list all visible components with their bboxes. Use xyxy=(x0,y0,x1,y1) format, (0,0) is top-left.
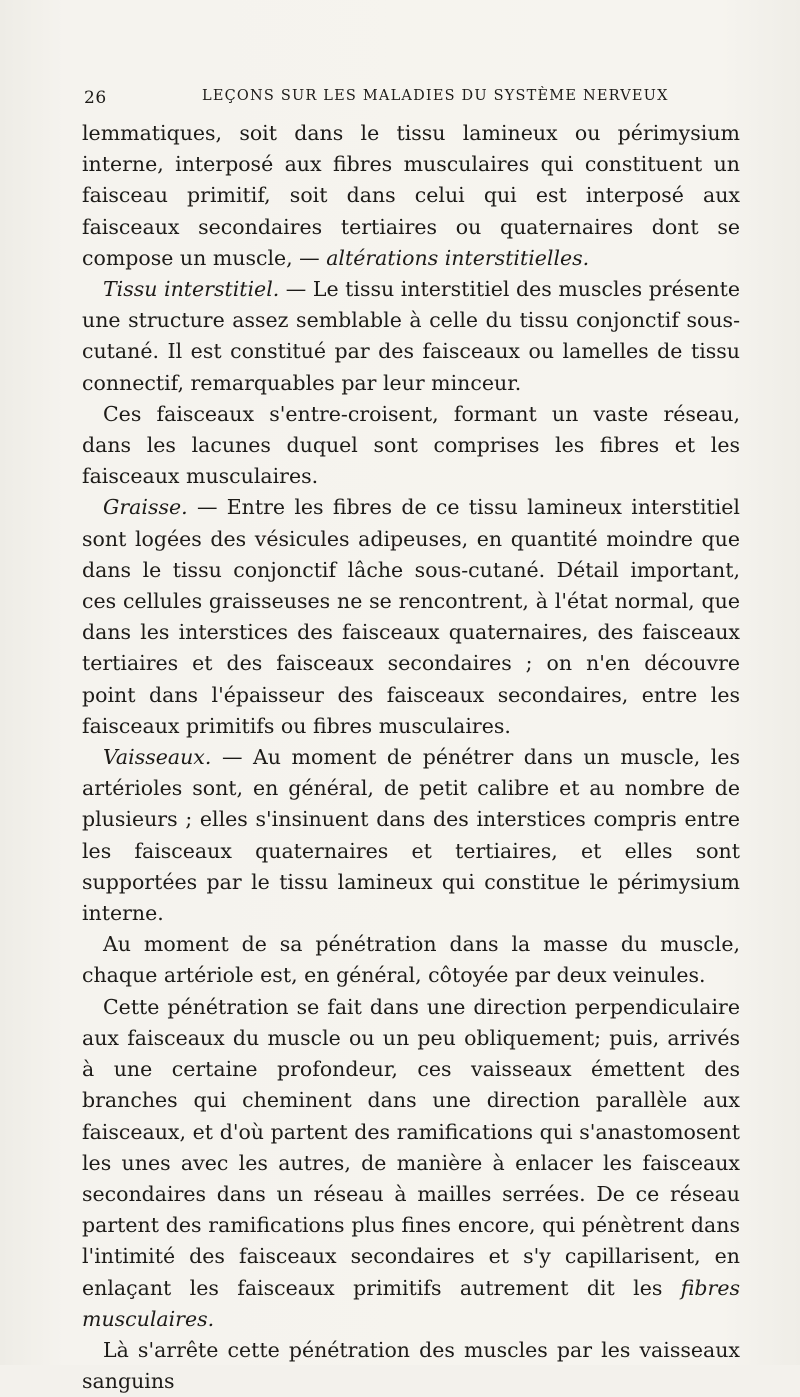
italic-term: fibres musculaires. xyxy=(82,1275,740,1331)
paragraph xyxy=(82,399,740,493)
paragraph-text: Là s'arrête cette pénétration des muscles par les vaisseaux sanguins xyxy=(82,1337,740,1394)
section-heading-italic: Graisse. xyxy=(103,495,188,520)
paragraph-text: Au moment de sa pénétration dans la masse du muscle, chaque artériole est, en général, côtoyée par deux veinules. xyxy=(82,932,740,988)
section-heading-italic: Tissu interstitiel. xyxy=(103,277,280,302)
page-number: 26 xyxy=(84,88,107,108)
paragraph xyxy=(82,929,740,991)
paragraph-text: Ces faisceaux s'entre-croisent, formant un vaste réseau, dans les lacunes duquel sont comprises les fibres et les faisceaux musculaires. xyxy=(82,401,740,489)
running-title: LEÇONS SUR LES MALADIES DU SYSTÈME NERVEUX xyxy=(202,88,669,104)
paragraph xyxy=(82,118,740,274)
paragraph-text: — Le tissu interstitiel des muscles présente une structure assez semblable à celle du tissu conjonctif sous-cutané. Il est constitué par des faisceaux ou lamelles de tissu connectif, remarquables par leur minceur. xyxy=(82,277,740,395)
paragraph xyxy=(82,1335,740,1397)
paragraph-text: — Entre les fibres de ce tissu lamineux interstitiel sont logées des vésicules adipeuses, en quantité moindre que dans le tissu conjonctif lâche sous-cutané. Détail important, ces cellules graisseuses ne se rencontrent, à l'état normal, que dans les interstices des faisceaux quaternaires, des faisceaux tertiaires et des faisceaux secondaires ; on n'en découvre point dans l'épaisseur des faisceaux secondaires, entre les faisceaux primitifs ou fibres musculaires. xyxy=(82,495,740,738)
paragraph xyxy=(82,992,740,1335)
italic-term: altérations interstitielles. xyxy=(326,245,590,270)
paragraph-text: Cette pénétration se fait dans une direction perpendiculaire aux faisceaux du muscle ou un peu obliquement; puis, arrivés à une certaine profondeur, ces vaisseaux émettent des branches qui cheminent dans une direction parallèle aux faisceaux, et d'où partent des ramifications qui s'anastomosent les unes avec les autres, de manière à enlacer les faisceaux secondaires dans un réseau à mailles serrées. De ce réseau partent des ramifications plus fines encore, qui pénètrent dans l'intimité des faisceaux secondaires et s'y capillarisent, en enlaçant les faisceaux primitifs autrement dit les xyxy=(82,994,740,1300)
section-heading-italic: Vaisseaux. xyxy=(103,745,212,770)
paragraph-text: — Au moment de pénétrer dans un muscle, les artérioles sont, en général, de petit calibre et au nombre de plusieurs ; elles s'insinuent dans des interstices compris entre les faisceaux quaternaires et tertiaires, et elles sont supportées par le tissu lamineux qui constitue le périmysium interne. xyxy=(82,745,740,926)
paragraph xyxy=(82,274,740,399)
body-text xyxy=(82,118,740,1397)
paragraph xyxy=(82,492,740,742)
page-header xyxy=(84,88,724,118)
paragraph-text: lemmatiques, soit dans le tissu lamineux ou périmysium interne, interposé aux fibres musculaires qui constituent un faisceau primitif, soit dans celui qui est interposé aux faisceaux secondaires tertiaires ou quaternaires dont se compose un muscle, — xyxy=(82,121,740,270)
paragraph xyxy=(82,742,740,929)
